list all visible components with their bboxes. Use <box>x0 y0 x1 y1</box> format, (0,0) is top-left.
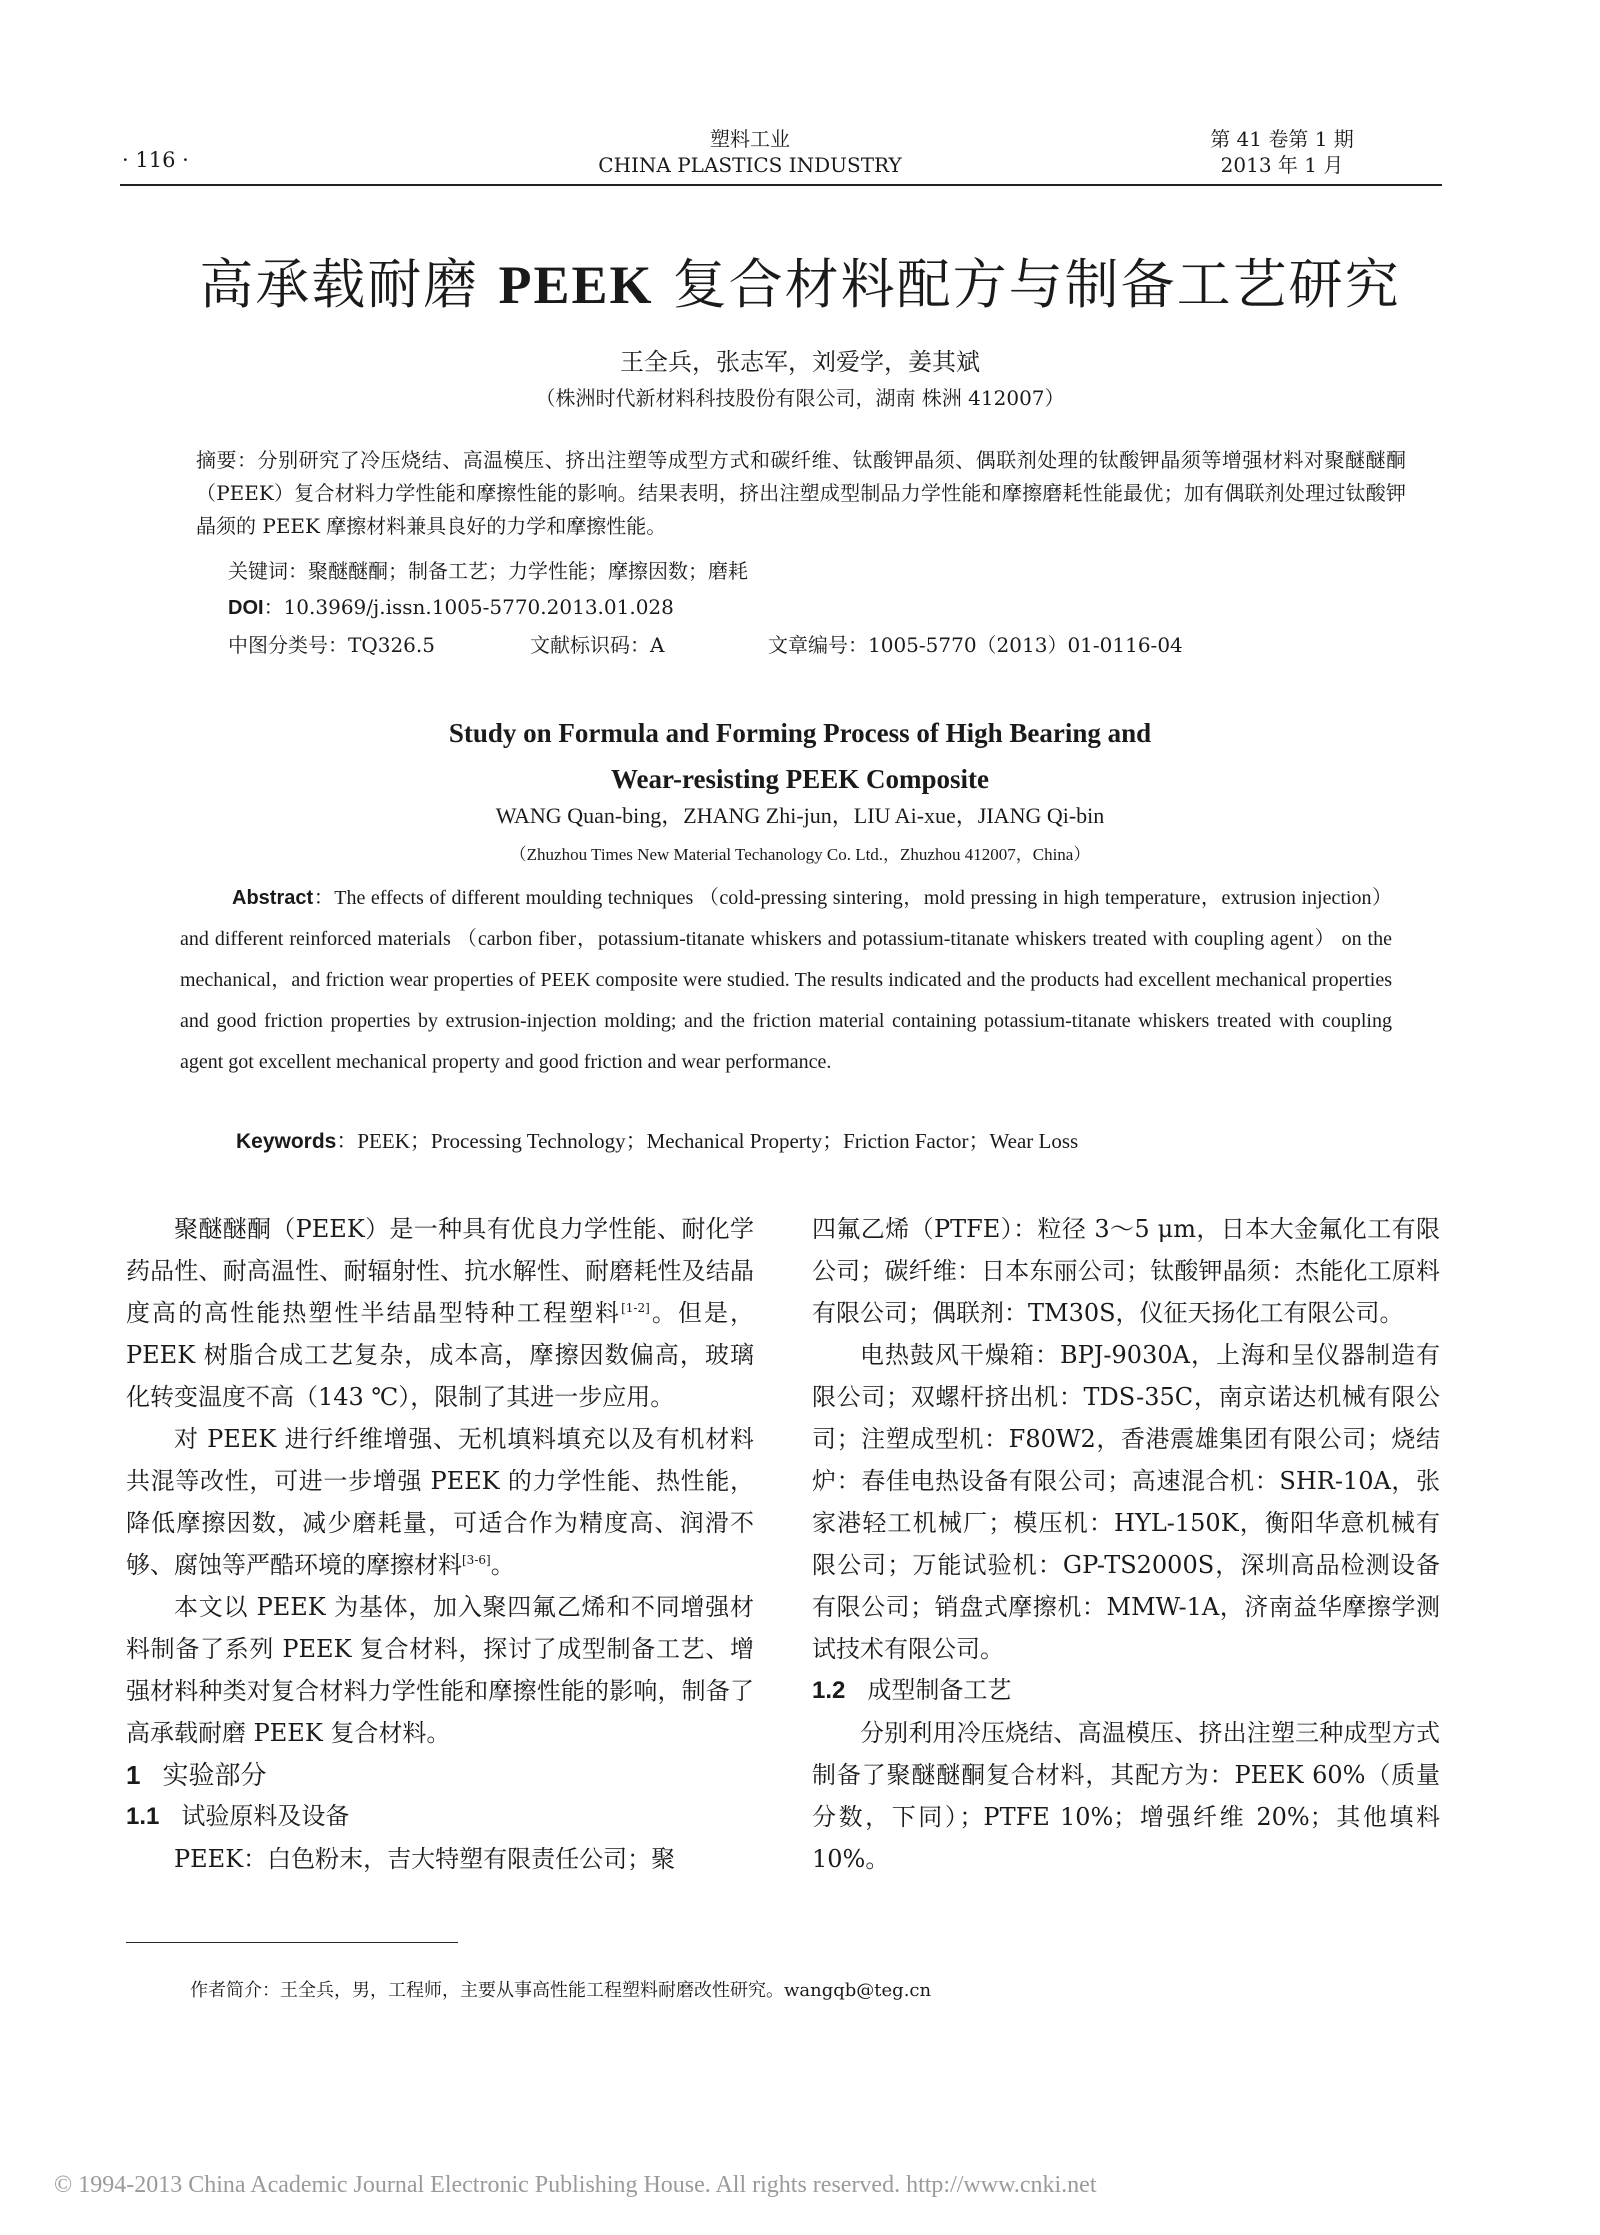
issue-date: 2013 年 1 月 <box>1220 153 1344 177</box>
document-code: 文献标识码：A <box>530 633 665 657</box>
abstract-en <box>180 878 1392 1083</box>
doi-label: DOI <box>228 597 264 619</box>
title-cn-bold: PEEK <box>498 255 654 315</box>
doi <box>228 593 1408 622</box>
article-title-cn <box>120 250 1480 320</box>
paragraph <box>126 1208 754 1418</box>
citation: [3-6] <box>462 1553 491 1567</box>
paragraph-text: 。 <box>490 1551 515 1579</box>
abstract-en-text: ：The effects of different moulding techniques （cold-pressing sintering，mold pressing in high temperature，extrusion injection） and different reinforced materials （carbon fiber，potassium-titanate whiskers and potassium-titanate whiskers treated with coupling agent） on the mechanical，and friction wear properties of PEEK composite were studied. The results indicated and the products had excellent mechanical properties and good friction properties by extrusion-injection molding; and the friction material containing potassium-titanate whiskers treated with coupling agent got excellent mechanical property and good friction and wear performance. <box>180 887 1392 1073</box>
paragraph-text: 聚醚醚酮（PEEK）是一种具有优良力学性能、耐化学药品性、耐高温性、耐辐射性、抗水解性、耐磨耗性及结晶度高的高性能热塑性半结晶型特种工程塑料 <box>126 1215 754 1327</box>
title-cn-part-a: 高承载耐磨 <box>199 253 499 316</box>
affiliation-en: （Zhuzhou Times New Material Techanology Co. Ltd.，Zhuzhou 412007，China） <box>509 845 1091 864</box>
title-en-line2: Wear-resisting PEEK Composite <box>611 764 989 794</box>
title-cn-part-b: 复合材料配方与制备工艺研究 <box>653 253 1401 316</box>
paragraph: 本文以 PEEK 为基体，加入聚四氟乙烯和不同增强材料制备了系列 PEEK 复合材料，探讨了成型制备工艺、增强材料种类对复合材料力学性能和摩擦性能的影响，制备了高承载耐磨 PEEK 复合材料。 <box>126 1593 754 1747</box>
body-left-column <box>126 1208 754 1880</box>
footnote-rule <box>126 1942 458 1943</box>
paragraph: PEEK：白色粉末，吉大特塑有限责任公司；聚 <box>174 1845 676 1873</box>
abstract-cn: 摘要：分别研究了冷压烧结、高温模压、挤出注塑等成型方式和碳纤维、钛酸钾晶须、偶联剂处理的钛酸钾晶须等增强材料对聚醚醚酮（PEEK）复合材料力学性能和摩擦性能的影响。结果表明，挤出注塑成型制品力学性能和摩擦磨耗性能最优；加有偶联剂处理过钛酸钾晶须的 PEEK 摩擦材料兼具良好的力学和摩擦性能。 <box>196 448 1406 538</box>
doi-value: ：10.3969/j.issn.1005-5770.2013.01.028 <box>263 595 674 619</box>
paragraph <box>126 1418 754 1586</box>
author-footnote: 作者简介：王全兵，男，工程师，主要从事高性能工程塑料耐磨改性研究。wangqb@teg.cn <box>190 1980 932 2001</box>
article-number: 文章编号：1005-5770（2013）01-0116-04 <box>768 633 1183 657</box>
authors-cn: 王全兵，张志军，刘爱学，姜其斌 <box>620 348 980 376</box>
title-en-line1: Study on Formula and Forming Process of High Bearing and <box>448 718 1152 748</box>
section-title: 实验部分 <box>162 1760 267 1790</box>
subsection-heading <box>812 1670 1440 1712</box>
keywords-en-text: ：PEEK；Processing Technology；Mechanical Property；Friction Factor；Wear Loss <box>336 1129 1079 1153</box>
journal-header <box>580 126 920 178</box>
paragraph: 电热鼓风干燥箱：BPJ-9030A，上海和呈仪器制造有限公司；双螺杆挤出机：TDS-35C，南京诺达机械有限公司；注塑成型机：F80W2，香港震雄集团有限公司；烧结炉：春佳电热设备有限公司；高速混合机：SHR-10A，张家港轻工机械厂；模压机：HYL-150K，衡阳华意机械有限公司；万能试验机：GP-TS2000S，深圳高品检测设备有限公司；销盘式摩擦机：MMW-1A，济南益华摩擦学测试技术有限公司。 <box>812 1341 1440 1663</box>
paragraph: 四氟乙烯（PTFE）：粒径 3～5 μm，日本大金氟化工有限公司；碳纤维：日本东丽公司；钛酸钾晶须：杰能化工原料有限公司；偶联剂：TM30S，仪征天扬化工有限公司。 <box>812 1215 1440 1327</box>
issue-info <box>1192 126 1372 178</box>
section-number: 1 <box>126 1760 141 1790</box>
affiliation-cn: （株洲时代新材料科技股份有限公司，湖南 株洲 412007） <box>535 386 1065 410</box>
section-heading <box>126 1754 754 1796</box>
copyright-line: © 1994-2013 China Academic Journal Electronic Publishing House. All rights reserved. http://www.cnki.net <box>54 2172 1097 2198</box>
paragraph-text: 。但是，PEEK 树脂合成工艺复杂，成本高，摩擦因数偏高，玻璃化转变温度不高（143 ℃），限制了其进一步应用。 <box>126 1299 755 1411</box>
subsection-number: 1.2 <box>812 1677 846 1704</box>
article-title-en <box>120 710 1480 802</box>
paragraph-text: 对 PEEK 进行纤维增强、无机填料填充以及有机材料共混等改性，可进一步增强 PEEK 的力学性能、热性能，降低摩擦因数，减少磨耗量，可适合作为精度高、润滑不够、腐蚀等严酷环境的摩擦材料 <box>126 1425 754 1579</box>
journal-name-cn: 塑料工业 <box>710 127 790 151</box>
authors-en: WANG Quan-bing，ZHANG Zhi-jun，LIU Ai-xue，JIANG Qi-bin <box>495 803 1105 828</box>
abstract-en-label: Abstract <box>232 887 314 909</box>
paragraph: 分别利用冷压烧结、高温模压、挤出注塑三种成型方式制备了聚醚醚酮复合材料，其配方为：PEEK 60%（质量分数，下同）；PTFE 10%；增强纤维 20%；其他填料 10%。 <box>812 1719 1440 1873</box>
subsection-title: 成型制备工艺 <box>867 1677 1012 1704</box>
keywords-en-label: Keywords <box>236 1130 337 1153</box>
journal-name-en: CHINA PLASTICS INDUSTRY <box>598 153 902 177</box>
body-right-column <box>812 1208 1440 1880</box>
subsection-number: 1.1 <box>126 1803 160 1830</box>
clc-number: 中图分类号：TQ326.5 <box>228 633 435 657</box>
keywords-en <box>236 1126 1406 1157</box>
header-rule <box>120 184 1442 186</box>
volume-issue: 第 41 卷第 1 期 <box>1210 127 1354 151</box>
subsection-title: 试验原料及设备 <box>181 1803 350 1830</box>
keywords-cn: 关键词：聚醚醚酮；制备工艺；力学性能；摩擦因数；磨耗 <box>228 559 748 583</box>
page-number: · 116 · <box>122 148 189 172</box>
subsection-heading <box>126 1796 754 1838</box>
citation: [1-2] <box>621 1301 650 1315</box>
